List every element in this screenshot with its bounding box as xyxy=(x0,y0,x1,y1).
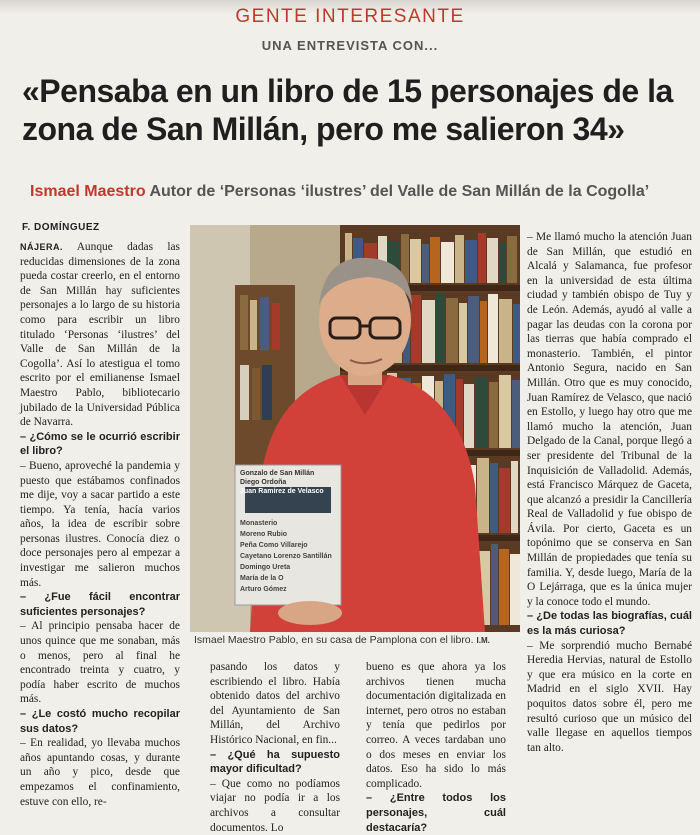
book-spine xyxy=(488,294,498,363)
subject-description: Autor de ‘Personas ‘ilustres’ del Valle de San Millán de la Cogolla’ xyxy=(149,183,650,200)
paragraph-text: – ¿Fue fácil encontrar suficientes personajes? xyxy=(20,591,180,618)
book-spine xyxy=(510,554,520,625)
interview-answer xyxy=(527,639,692,756)
paragraph-text: – ¿Le costó mucho recopilar sus datos? xyxy=(20,708,180,735)
dateline: NÁJERA. xyxy=(20,242,64,252)
interview-question xyxy=(527,609,692,638)
section-title: GENTE INTERESANTE xyxy=(235,6,465,27)
book-cover-text: Gonzalo de San Millán xyxy=(240,470,315,477)
paragraph-text: – ¿Qué ha supuesto mayor dificultad? xyxy=(210,748,340,776)
book-cover-text: Juan Ramírez de Velasco xyxy=(240,488,324,495)
book-spine xyxy=(455,235,464,283)
book-spine xyxy=(478,233,486,283)
book-spine xyxy=(487,238,498,283)
byline: F. DOMÍNGUEZ xyxy=(22,222,100,233)
subject-name: Ismael Maestro xyxy=(30,183,146,200)
book-spine xyxy=(464,384,474,448)
book-spine xyxy=(513,304,520,363)
photo-caption xyxy=(194,634,524,646)
interview-answer xyxy=(527,230,692,609)
caption-text: Ismael Maestro Pablo, en su casa de Pamplona con el libro. xyxy=(194,634,474,646)
book-spine xyxy=(499,375,511,448)
book-spine xyxy=(499,549,509,625)
article-column-2 xyxy=(210,660,340,835)
book-spine xyxy=(468,296,479,363)
interview-answer xyxy=(210,777,340,835)
book-spine xyxy=(491,544,498,625)
subhead xyxy=(30,183,680,201)
book-spine xyxy=(499,299,512,363)
paragraph-text: – ¿Entre todos los personajes, cuál destacaría? xyxy=(366,792,506,834)
interview-answer xyxy=(366,660,506,791)
book-spine xyxy=(459,303,467,363)
paragraph-text: bueno es que ahora ya los archivos tienen mucha documentación digitalizada en internet, pero otros no estaban y tenía que pedirlos por correo. A veces tardaban uno o dos meses en enviar los datos. Eso ha sido lo más complicado. xyxy=(366,661,506,790)
book-cover-text: Diego Ordoña xyxy=(240,479,287,486)
book-spine xyxy=(490,463,498,533)
book-spine xyxy=(489,382,498,448)
book-spine xyxy=(499,243,506,283)
book-spine xyxy=(499,468,510,533)
book-cover-text: Arturo Gómez xyxy=(240,586,287,593)
paragraph-text: pasando los datos y escribiendo el libro. Había obtenido datos del archivo del Ayuntamiento de San Millán, del Archivo Histórico Nacional, en fin... xyxy=(210,661,340,746)
paragraph-text: – Me llamó mucho la atención Juan de San Millán, que estudió en Alcalá y Salamanca, fue profesor en la universidad de esta última ciudad y también obispo de Tuy y de León. Además, ayudó al valle a pagar las deudas con la corona por las tierras que había comprado el monasterio. También, el pintor Antonio Segura, nacido en San Millán. Otro que es muy conocido, Juan Ramírez de Velasco, que nació en Estollo, y luego hay otro que me llamó mucho la atención, Juan Delgado de la Canal, porque llegó a ser presidente del Tribunal de la Inquisición de Valladolid. Además, está Francisco Márquez de Gaceta, que alcanzó a presidir la Cancillería Real de Valladolid y fue obispo de Ávila. Por cierto, Gaceta es un topónimo que se conserva en San Millán de propiedades que tenía su familia. Y, desde luego, María de la O Lejárraga, que es la única mujer y la conoce todo el mundo. xyxy=(527,231,692,608)
paragraph-text: – ¿De todas las biografías, cuál es la más curiosa? xyxy=(527,610,692,638)
book-spine xyxy=(507,236,517,283)
book-spine xyxy=(475,377,488,448)
book-spine xyxy=(446,298,458,363)
book-spine xyxy=(441,242,454,283)
interview-answer xyxy=(20,459,180,590)
book-cover-text: Domingo Ureta xyxy=(240,564,291,571)
paragraph-text: – Bueno, aproveché la pandemia y puesto que estábamos confinados me dije, voy a sacar partido a este tiempo. Ya tenía, hacía varios años, la idea de escribir sobre personas ilustres. Conocía diez o doce personajes pero al empezar a investigar me salieron muchos más. xyxy=(20,459,180,589)
paragraph-text: – ¿Cómo se le ocurrió escribir el libro? xyxy=(20,430,180,458)
book-spine xyxy=(410,239,421,283)
interview-question xyxy=(210,748,340,777)
book-cover-text: María de la O xyxy=(240,575,284,582)
portrait-illustration xyxy=(190,225,520,632)
interview-answer xyxy=(20,736,180,809)
interview-question xyxy=(20,590,180,619)
book-cover-text: Peña Como Villarejo xyxy=(240,542,308,549)
photo-credit: I.M. xyxy=(476,636,490,645)
paragraph-text: – Me sorprendió mucho Bernabé Heredia Hervias, natural de Estollo y que era músico en la corte en Madrid en el siglo XVII. Hay poquitos datos sobre él, pero me resultó curioso que un músico del valle llegase en aquellos tiempos tan alto. xyxy=(527,639,692,754)
book-spine xyxy=(480,301,487,363)
book-spine xyxy=(465,240,477,283)
paragraph-text: – En realidad, yo llevaba muchos años apuntando cosas, y durante un año y pico, desde que empezamos el confinamiento, estuve con ello, re- xyxy=(20,737,180,808)
interview-answer xyxy=(20,619,180,707)
article-column-1 xyxy=(20,240,180,809)
article-column-3 xyxy=(366,660,506,835)
paragraph-text: – Al principio pensaba hacer de unos quince que me sonaban, más o menos, pero al final he encontrado treinta y cuatro, y podía haber escrito de muchos más. xyxy=(20,620,180,706)
lead-paragraph xyxy=(20,240,180,430)
paragraph-text: Aunque dadas las reducidas dimensiones de la zona pueda costar creerlo, en el entorno de San Millán hay suficientes personajes a lo largo de su historia como para escribir un libro titulado ‘Personas ‘ilustres’ del Valle de San Millán de la Cogolla’. Así lo atestigua el tomo escrito por el emilianense Ismael Maestro Pablo, bibliotecario jubilado de la Universidad Pública de Navarra. xyxy=(20,241,180,429)
kicker: UNA ENTREVISTA CON... xyxy=(261,38,439,53)
book-spine xyxy=(422,300,435,363)
book-spine xyxy=(411,295,421,363)
paragraph-text: – Que como no podíamos viajar no podía ir a los archivos a consultar documentos. Lo xyxy=(210,777,340,834)
headline: «Pensaba en un libro de 15 personajes de la zona de San Millán, pero me salieron 34» xyxy=(22,73,673,147)
book-spine xyxy=(512,380,520,448)
article-column-4 xyxy=(527,230,692,755)
interview-answer xyxy=(210,660,340,748)
book-spine xyxy=(477,458,489,533)
book-spine xyxy=(430,237,440,283)
book-cover-text: Cayetano Lorenzo Santillán xyxy=(240,553,332,560)
interview-question xyxy=(366,791,506,835)
book-spine xyxy=(436,293,445,363)
article-photo xyxy=(190,225,520,632)
interview-question xyxy=(20,430,180,459)
interview-question xyxy=(20,707,180,736)
book-spine xyxy=(422,244,429,283)
book-cover-text: Monasterio xyxy=(240,520,278,527)
book-cover-text: Moreno Rubio xyxy=(240,531,288,538)
book-spine xyxy=(511,461,518,533)
